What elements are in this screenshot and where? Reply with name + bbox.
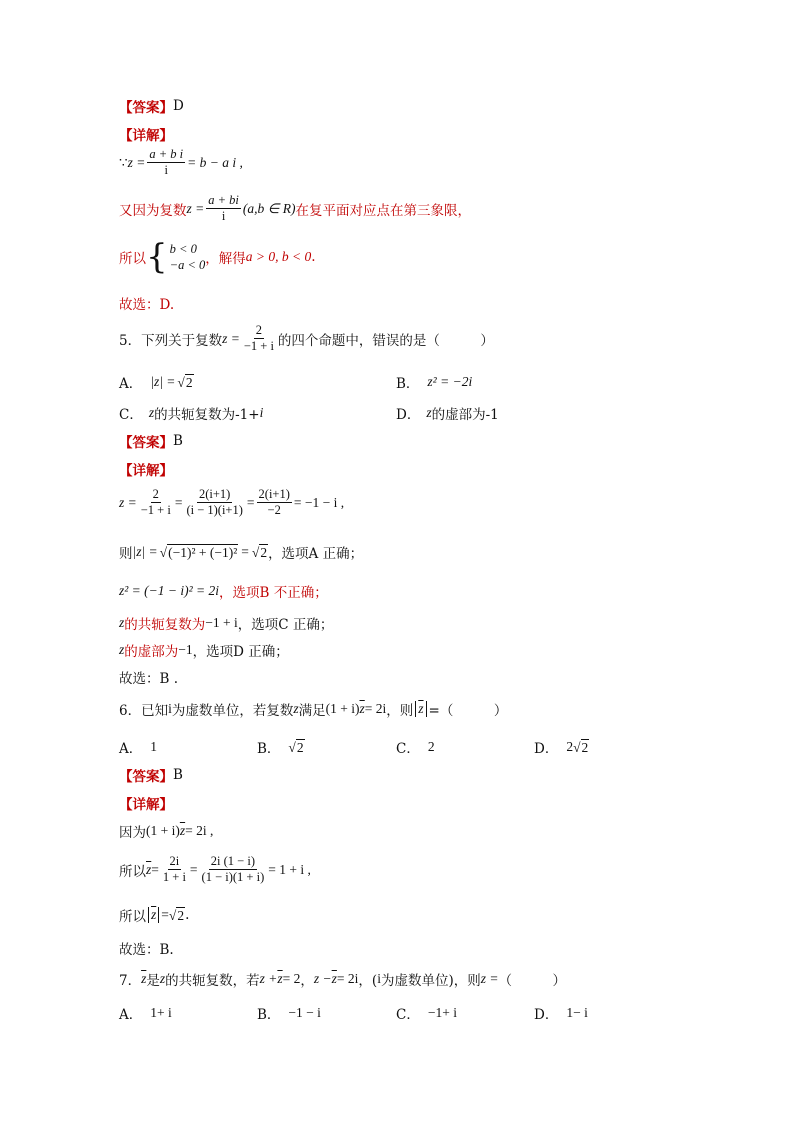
formula-text: (a,b ∈ R) <box>242 200 296 216</box>
brace-icon: { <box>146 237 168 277</box>
option-value: 1− i <box>566 1005 588 1020</box>
formula-text: = 2i <box>364 701 387 716</box>
sqrt: √ 2 <box>573 739 589 755</box>
sqrt: √ 2 <box>288 739 304 755</box>
question-text: 为虚数单位)，则 <box>380 973 481 989</box>
option-label: C． <box>396 741 420 757</box>
text: ，选项D 正确； <box>192 644 289 660</box>
formula-text: (1 + i) <box>325 701 360 716</box>
q4-conclusion <box>119 293 174 313</box>
formula-text: = <box>161 907 169 922</box>
q4-detail-label <box>119 124 173 144</box>
option-text: 的共轭复数为-1+ <box>154 407 260 423</box>
formula-text: z² = (−1 − i)² = 2i <box>119 583 220 598</box>
detail-label: 【详解】 <box>119 463 173 479</box>
text: 又因为复数 <box>119 202 187 219</box>
formula-text: z = <box>119 494 137 510</box>
option-label: D． <box>534 741 559 757</box>
formula-text: a > 0, b < 0 <box>245 249 312 264</box>
formula-text: z = <box>222 330 240 346</box>
option-value: −1 − i <box>288 1005 321 1020</box>
text: 的共轭复数为 <box>124 617 206 633</box>
q5-line2 <box>119 542 363 562</box>
because-symbol: ∵ <box>119 154 128 170</box>
answer-value: B <box>173 767 183 783</box>
question-text: 为虚数单位，若复数 <box>171 703 294 719</box>
detail-label: 【详解】 <box>119 128 173 144</box>
question-text: ，( <box>358 973 378 989</box>
answer-label: 【答案】 <box>119 435 173 451</box>
formula-text: −1 + i <box>205 615 238 630</box>
text: ，选项C 正确； <box>237 617 334 633</box>
text: ，选项A 正确； <box>268 546 364 562</box>
q6-line2: 所以 $\overline{z}$ = $\frac{2i}{1 + i}$ = $\frac{2i (1 - i)}{(1 - i)(1 + i)}$ = 1 + i , <box>119 854 311 885</box>
option-text: 的虚部为-1 <box>431 407 499 423</box>
option-value: 1+ i <box>150 1005 172 1020</box>
q5-conclusion <box>119 667 178 687</box>
sqrt: √ 2 <box>168 907 185 923</box>
sqrt: √ 2 <box>177 374 193 390</box>
question-text: 5．下列关于复数 <box>119 332 223 349</box>
conclusion-text: 故选：B. <box>119 942 174 958</box>
formula-text: z <box>426 405 432 420</box>
conclusion-text: 故选：B . <box>119 671 179 687</box>
sqrt: √ (−1)² + (−1)² <box>159 544 238 560</box>
option-value: 2 <box>566 739 574 754</box>
formula-text: i <box>377 971 381 986</box>
fraction: $\frac{\text{a + b i}}{i}$ <box>149 147 184 178</box>
q6-option-b <box>257 737 305 757</box>
question-text: 是 <box>146 973 160 989</box>
formula-text: z² = −2i <box>427 374 473 389</box>
text: ，选项B 不正确； <box>219 585 328 601</box>
q5-option-b <box>396 372 472 392</box>
q5-stem <box>119 324 494 353</box>
q7-stem <box>119 969 566 989</box>
q7-option-c <box>396 1003 457 1023</box>
formula-text: = 2i , <box>185 823 214 838</box>
option-value: 1 <box>150 739 157 754</box>
formula-text: = −1 − i , <box>293 494 345 510</box>
q6-conclusion <box>119 938 174 958</box>
question-text: 7． <box>119 973 142 989</box>
conclusion-text: 故选：D. <box>119 297 175 313</box>
q5-option-d <box>396 403 499 423</box>
formula-text: (1 + i) <box>146 823 180 838</box>
formula-text: z + <box>259 971 278 986</box>
formula-text: i <box>259 405 264 420</box>
q4-line1 <box>119 148 243 177</box>
q6-line3 <box>119 905 189 925</box>
formula-text: = <box>241 544 249 559</box>
text: 所以 <box>119 251 146 267</box>
question-text: 6．已知 <box>119 703 169 719</box>
formula-text: z <box>293 701 299 716</box>
text: 所以 <box>119 909 146 925</box>
formula-text: $\overline{z}$ <box>141 971 147 986</box>
q5-option-c <box>119 403 263 423</box>
formula-text: z = <box>186 200 205 216</box>
option-label: A． <box>119 376 143 392</box>
formula-text: = 1 + i , <box>268 861 311 877</box>
formula-text: $\overline{z}$ <box>146 861 152 877</box>
q7-option-a <box>119 1003 172 1023</box>
option-value: −1+ i <box>427 1005 457 1020</box>
q7-option-b <box>257 1003 321 1023</box>
fraction: $\frac{2i (1 - i)}{(1 - i)(1 + i)}$ <box>201 854 265 885</box>
q7-option-d <box>534 1003 588 1023</box>
text: ，解得 <box>205 251 246 267</box>
option-label: B． <box>396 376 420 392</box>
fraction: $\frac{a + bi}{i}$ <box>208 193 239 224</box>
formula-text: $\overline{z}$ <box>359 701 365 716</box>
formula-text: = b − a i , <box>187 154 243 170</box>
answer-label: 【答案】 <box>119 100 173 116</box>
formula-text: |z| = <box>132 544 158 559</box>
option-label: A． <box>119 1007 143 1023</box>
question-text: 的四个命题中，错误的是（ ） <box>277 332 494 349</box>
formula-text: −1 <box>178 642 193 657</box>
question-text: 满足 <box>298 703 326 719</box>
option-label: B． <box>257 1007 281 1023</box>
text: 则 <box>119 546 133 562</box>
formula-text: = 2 <box>282 971 301 986</box>
answer-label: 【答案】 <box>119 769 173 785</box>
option-label: D． <box>396 407 421 423</box>
question-text: ，则 <box>386 703 414 719</box>
option-label: C． <box>396 1007 420 1023</box>
formula-text: |z| = <box>150 374 176 389</box>
formula-text: z − <box>313 971 332 986</box>
q4-line2 <box>119 194 471 223</box>
q5-detail-label <box>119 459 173 479</box>
fraction: $\frac{2(i+1)}{-2}$ <box>258 487 290 518</box>
q6-stem <box>119 699 507 719</box>
question-text: 的共轭复数，若 <box>165 973 260 989</box>
formula-text: = <box>151 861 159 877</box>
formula-text: = 2i <box>336 971 359 986</box>
question-text: =（ ） <box>428 703 508 719</box>
q6-detail-label <box>119 793 173 813</box>
text: 在复平面对应点在第三象限， <box>295 202 472 219</box>
formula-text: $\overline{z}$ <box>331 971 337 986</box>
formula-text: z = <box>127 154 146 170</box>
option-value: 2 <box>427 739 435 754</box>
q5-line3 <box>119 581 328 601</box>
fraction: $\frac{2}{-1 + i}$ <box>140 487 171 518</box>
text: 因为 <box>119 825 146 841</box>
answer-value: D <box>173 98 184 114</box>
formula-text: $\overline{z}$ <box>179 823 186 838</box>
q5-answer <box>119 431 183 451</box>
option-label: A． <box>119 741 143 757</box>
fraction: $\frac{2i}{1 + i}$ <box>162 854 186 885</box>
sqrt: √ 2 <box>251 544 268 560</box>
q6-option-c <box>396 737 435 757</box>
formula-text: $\overline{z}$ <box>415 701 426 717</box>
option-label: B． <box>257 741 281 757</box>
q6-line1 <box>119 821 213 841</box>
text: . <box>185 907 190 923</box>
q4-answer <box>119 96 184 116</box>
option-label: C． <box>119 407 143 423</box>
formula-text: i <box>168 701 172 716</box>
equation-system: { b < 0 −a < 0 <box>146 237 206 277</box>
option-label: D． <box>534 1007 559 1023</box>
detail-label: 【详解】 <box>119 797 173 813</box>
formula-text: z <box>159 971 166 986</box>
text: 所以 <box>119 863 146 880</box>
fraction: $\frac{2}{-1 + i}$ <box>243 323 274 354</box>
fraction: $\frac{2(i+1)}{(i - 1)(i+1)}$ <box>186 487 243 518</box>
question-text: ， <box>300 973 314 989</box>
question-text: （ ） <box>498 973 566 989</box>
text: . <box>311 249 316 265</box>
q6-option-d <box>534 737 589 757</box>
answer-value: B <box>173 433 183 449</box>
q6-answer <box>119 765 183 785</box>
text: 的虚部为 <box>124 644 179 660</box>
q5-line4 <box>119 613 333 633</box>
formula-text: z <box>119 642 125 657</box>
formula-text: z = <box>480 971 499 986</box>
q5-line1: z = $\frac{2}{-1 + i}$ = $\frac{2(i+1)}{(i - 1)(i+1)}$ = $\frac{2(i+1)}{-2}$ = −1 − i , <box>119 487 345 518</box>
q6-option-a <box>119 737 157 757</box>
q5-line5 <box>119 640 289 660</box>
formula-text: $\overline{z}$ <box>277 971 283 986</box>
q5-option-a <box>119 372 194 392</box>
formula-text: $\overline{z}$ <box>148 907 159 923</box>
q4-line3 <box>119 237 316 277</box>
formula-text: z <box>148 405 155 420</box>
formula-text: z <box>119 615 125 630</box>
